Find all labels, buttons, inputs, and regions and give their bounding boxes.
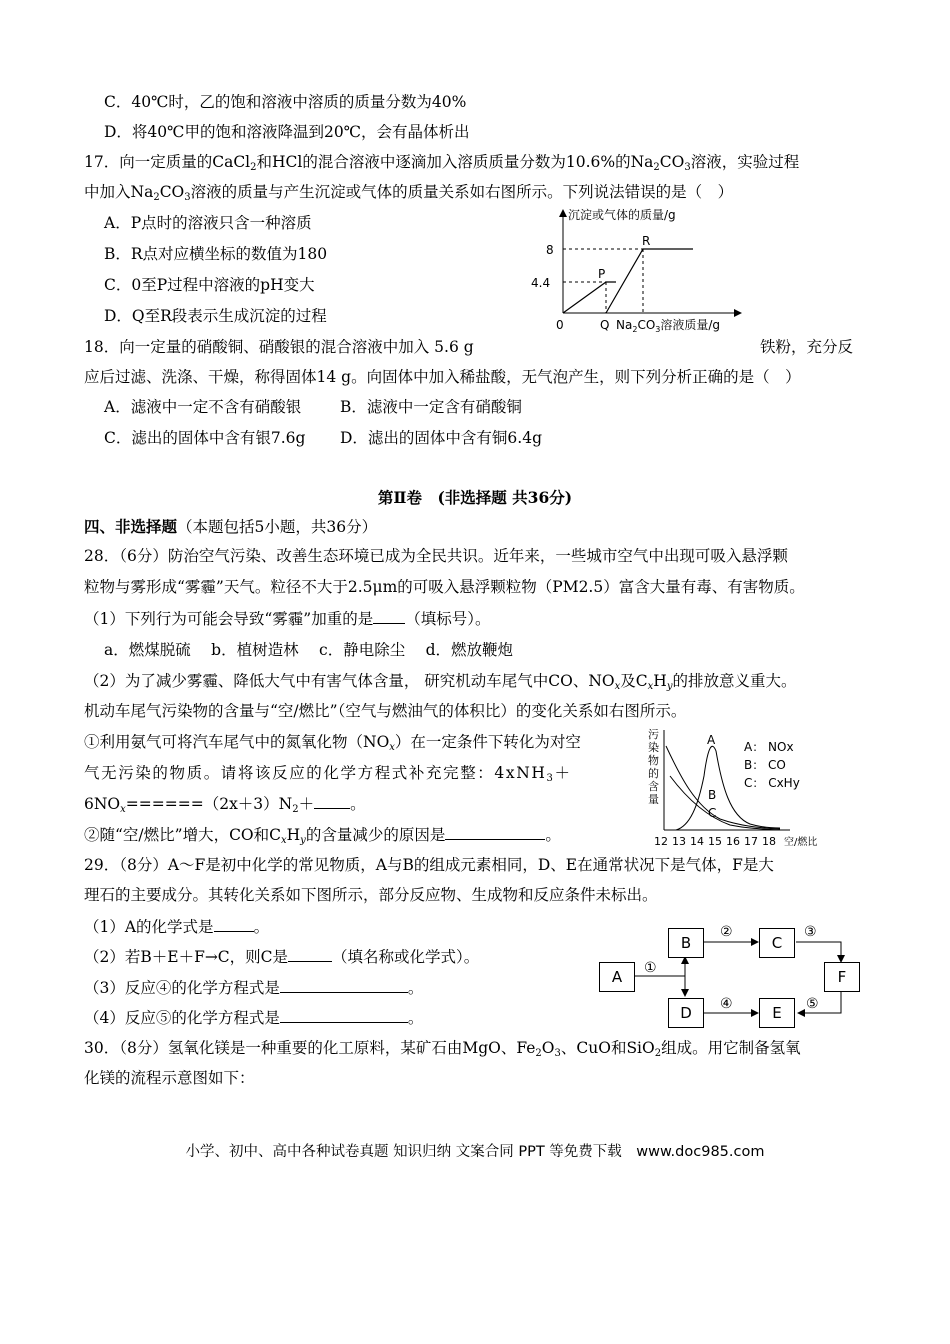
q28-tick-14: 14 xyxy=(690,835,704,848)
q29-node-c: C xyxy=(759,928,795,958)
q28-sub2-line2: 机动车尾气污染物的含量与“空/燃比”（空气与燃油气的体积比）的变化关系如右图所示。 xyxy=(84,702,687,720)
q28-stem-line2: 粒物与雾形成“雾霾”天气。粒径不大于2.5μm的可吸入悬浮颗粒物（PM2.5）富含大量有毒、有害物质。 xyxy=(84,578,805,596)
q28-ylabel-5: 含 xyxy=(648,780,659,793)
q17-option-b: B．R点对应横坐标的数值为180 xyxy=(104,245,328,263)
q29-node-f: F xyxy=(824,962,860,992)
q28-sub1: （1）下列行为可能会导致“雾霾”加重的是 （填标号）。 xyxy=(84,607,490,630)
q29-node-b: B xyxy=(668,928,704,958)
part-title: 四、非选择题（本题包括5小题，共36分） xyxy=(84,517,378,536)
q29-s2-blank xyxy=(288,945,332,962)
q28-label-a: A xyxy=(707,733,716,747)
q17-stem-line2: 中加入$Na_2CO_3$溶液的质量与产生沉淀或气体的质量关系如右图所示。下列说法错误的是（ ） xyxy=(84,183,734,203)
q30-stem-line1: 30．（8分）氢氧化镁是一种重要的化工原料，某矿石由MgO、$Fe_2O_3$、CuO和SiO$_2$组成。用它制备氢氧 xyxy=(84,1039,801,1059)
q29-label-4: ④ xyxy=(720,996,733,1012)
q28-sub2: （2）为了减少雾霾、降低大气中有害气体含量， 研究机动车尾气中CO、$NO_x$及$C_xH_y$的排放意义重大。 xyxy=(84,672,797,692)
q29-stem-line1: 29．（8分）A～F是初中化学的常见物质，A与B的组成元素相同，D、E在通常状况下是气体，F是大 xyxy=(84,856,774,874)
q28-c1-blank xyxy=(314,792,350,809)
q28-tick-16: 16 xyxy=(726,835,740,848)
q18-option-a: A．滤液中一定不含有硝酸银 xyxy=(104,398,302,416)
q29-s3: （3）反应④的化学方程式是 。 xyxy=(84,976,423,999)
q17-point-q: Q xyxy=(600,318,610,332)
q28-tick-18: 18 xyxy=(762,835,776,848)
q28-c2-blank xyxy=(445,823,545,840)
q28-ylabel-2: 染 xyxy=(648,741,659,754)
q17-option-d: D．Q至R段表示生成沉淀的过程 xyxy=(104,307,327,325)
q29-label-3: ③ xyxy=(804,924,817,940)
q17-chart xyxy=(528,205,758,335)
q17-y-tick-44: 4.4 xyxy=(531,276,551,290)
q29-s1-blank xyxy=(214,915,254,932)
q28-stem-line1: 28．（6分）防治空气污染、改善生态环境已成为全民共识。近年来，一些城市空气中出现可吸入悬浮颗 xyxy=(84,547,788,565)
q29-s4-blank xyxy=(280,1006,408,1023)
q16-option-c: C．40℃时，乙的饱和溶液中溶质的质量分数为40% xyxy=(104,93,467,111)
q28-label-c: C xyxy=(708,806,717,820)
q29-node-d: D xyxy=(668,998,704,1028)
q29-label-5: ⑤ xyxy=(806,996,819,1012)
q18-option-d: D．滤出的固体中含有铜6.4g xyxy=(340,429,543,447)
q28-label-b: B xyxy=(708,788,717,802)
q29-diagram xyxy=(590,920,860,1030)
q17-y-tick-8: 8 xyxy=(546,243,554,257)
q28-sub1-blank xyxy=(373,607,405,624)
q30-stem-line2: 化镁的流程示意图如下： xyxy=(84,1069,255,1087)
q17-origin: 0 xyxy=(556,318,564,332)
q28-ylabel-4: 的 xyxy=(648,767,659,780)
q28-c1-line3: $6NO_x======(2x+3)N_2+$ 。 xyxy=(84,792,366,821)
q29-s2: （2）若B＋E＋F→C，则C是 （填名称或化学式）。 xyxy=(84,945,479,968)
q18-stem-line1-end: 铁粉，充分反 xyxy=(760,338,854,356)
q16-option-d: D．将40℃甲的饱和溶液降温到20℃，会有晶体析出 xyxy=(104,123,470,141)
q17-ylabel: 沉淀或气体的质量/g xyxy=(568,208,676,222)
q17-point-r: R xyxy=(642,234,651,248)
page-footer: 小学、初中、高中各种试卷真题 知识归纳 文案合同 PPT 等免费下载 www.doc985.com xyxy=(185,1144,765,1160)
q18-stem-line1: 18．向一定量的硝酸铜、硝酸银的混合溶液中加入 5.6 g xyxy=(84,338,474,356)
q28-c2: ②随“空/燃比”增大，CO和$C_xH_y$的含量减少的原因是 。 xyxy=(84,823,561,852)
q18-option-c: C．滤出的固体中含有银7.6g xyxy=(104,429,306,447)
q17-xlabel: $Na_2CO_3$溶液质量/g xyxy=(616,318,721,334)
q28-tick-13: 13 xyxy=(672,835,686,848)
q29-node-a: A xyxy=(599,962,635,992)
q28-xlabel: 空/燃比 xyxy=(784,837,818,848)
q28-ylabel-3: 物 xyxy=(648,754,659,767)
q28-tick-17: 17 xyxy=(744,835,758,848)
q28-options: a．燃煤脱硫 b．植树造林 c．静电除尘 d．燃放鞭炮 xyxy=(104,641,514,659)
q29-arrow-3 xyxy=(796,942,841,962)
q29-node-e: E xyxy=(759,998,795,1028)
q28-legend-a: A： NOx xyxy=(744,740,794,754)
q17-option-a: A．P点时的溶液只含一种溶质 xyxy=(104,214,312,232)
q18-stem-line2: 应后过滤、洗涤、干燥，称得固体14 g。向固体中加入稀盐酸，无气泡产生，则下列分析正确的是（ ） xyxy=(84,368,801,386)
q18-option-b: B．滤液中一定含有硝酸铜 xyxy=(340,398,522,416)
q28-legend-b: B： CO xyxy=(744,758,786,772)
q28-legend-c: C： CxHy xyxy=(744,776,800,790)
q28-chart xyxy=(640,726,840,850)
q28-ylabel-1: 污 xyxy=(648,728,659,741)
q28-c1-line1: ①利用氨气可将汽车尾气中的氮氧化物$(NO_x)$在一定条件下转化为对空 xyxy=(84,733,581,753)
q28-c1-line2: 气无污染的物质。请将该反应的化学方程式补充完整：4xNH$_3$＋ xyxy=(84,764,572,784)
q28-tick-15: 15 xyxy=(708,835,722,848)
q17-point-p: P xyxy=(598,267,606,281)
q29-s1: （1）A的化学式是 。 xyxy=(84,915,269,938)
q17-stem-line1: 17．向一定质量的CaCl$_2$和HCl的混合溶液中逐滴加入溶质质量分数为10.6%的$Na_2CO_3$溶液，实验过程 xyxy=(84,153,800,173)
q17-option-c: C．0至P过程中溶液的pH变大 xyxy=(104,276,315,294)
q29-label-1: ① xyxy=(644,960,657,976)
q17-precip-line xyxy=(606,249,693,313)
q29-stem-line2: 理石的主要成分。其转化关系如下图所示，部分反应物、生成物和反应条件未标出。 xyxy=(84,886,658,904)
q29-s4: （4）反应⑤的化学方程式是 。 xyxy=(84,1006,423,1029)
q29-arrow-5 xyxy=(798,990,841,1013)
q28-ylabel-6: 量 xyxy=(648,793,659,806)
q28-tick-12: 12 xyxy=(654,835,668,848)
q29-label-2: ② xyxy=(720,924,733,940)
q29-s3-blank xyxy=(280,976,408,993)
section-title: 第Ⅱ卷 (非选择题 共36分) xyxy=(377,488,573,507)
